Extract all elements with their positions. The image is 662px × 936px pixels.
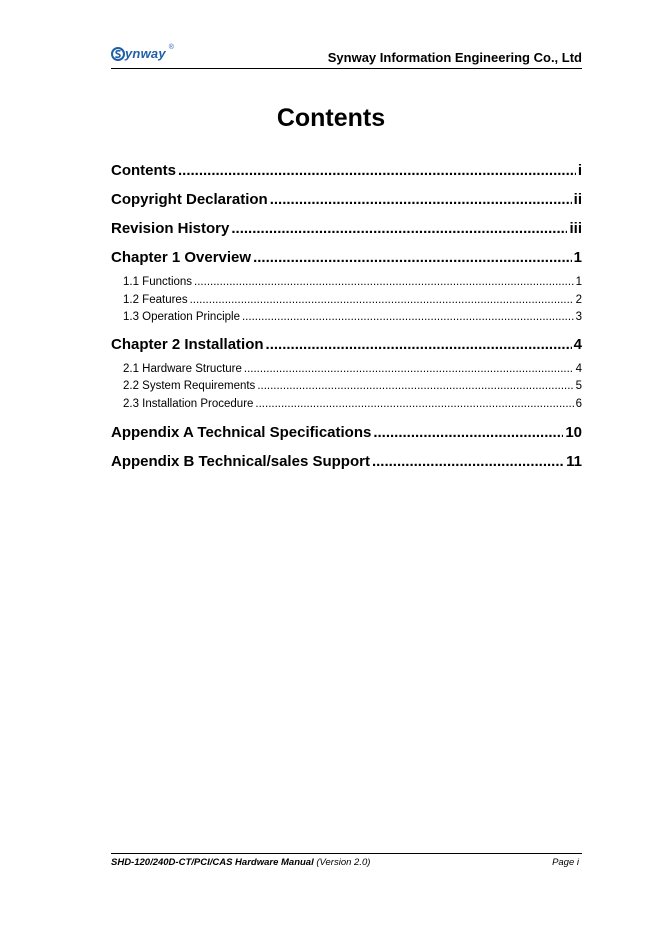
toc-page: ii [573,191,582,208]
toc-entry-1-1[interactable] [111,276,582,288]
toc-label: Chapter 1 Overview [111,249,252,266]
toc-page: 4 [575,363,582,375]
toc-leader [190,294,574,306]
toc-label: 2.3 Installation Procedure [123,398,254,410]
toc-entry-chapter-1[interactable] [111,249,582,266]
toc-label: Appendix A Technical Specifications [111,424,372,441]
toc-entry-chapter-2[interactable] [111,336,582,353]
page-header [111,44,582,69]
toc-label: 1.3 Operation Principle [123,311,240,323]
manual-version: (Version 2.0) [316,857,371,868]
toc-leader [244,363,574,375]
toc-entry-1-3[interactable] [111,311,582,323]
registered-mark: ® [168,44,174,51]
toc-entry-1-2[interactable] [111,294,582,306]
toc-entry-appendix-b[interactable] [111,453,582,470]
synway-logo [111,46,174,61]
toc-entry-appendix-a[interactable] [111,424,582,441]
toc-page: 1 [573,249,582,266]
toc-page: 1 [575,276,582,288]
toc-label: Chapter 2 Installation [111,336,264,353]
toc-leader [253,249,572,266]
toc-leader [242,311,574,323]
page-title: Contents [276,104,386,132]
toc-entry-2-3[interactable] [111,398,582,410]
toc-leader [372,453,564,470]
toc-page: iii [569,220,582,237]
toc-label: Copyright Declaration [111,191,268,208]
toc-entry-contents[interactable] [111,162,582,179]
toc-page: 10 [565,424,582,441]
toc-label: Contents [111,162,176,179]
toc-entry-2-1[interactable] [111,363,582,375]
toc-leader [270,191,572,208]
page-footer [111,853,582,868]
toc-label: 2.1 Hardware Structure [123,363,242,375]
toc-leader [231,220,567,237]
toc-page: 6 [575,398,582,410]
toc-page: 5 [575,380,582,392]
toc-page: 4 [573,336,582,353]
toc-label: Revision History [111,220,230,237]
toc-entry-copyright-declaration[interactable] [111,191,582,208]
manual-title: SHD-120/240D-CT/PCI/CAS Hardware Manual [111,857,314,868]
toc-leader [194,276,574,288]
toc-page: 2 [575,294,582,306]
page-number: Page i [552,857,579,868]
company-name: Synway Information Engineering Co., Ltd [327,50,582,65]
toc-leader [178,162,576,179]
synway-logo-icon [111,47,125,61]
toc-label: 1.2 Features [123,294,188,306]
toc-page: 11 [566,453,582,470]
toc-label: Appendix B Technical/sales Support [111,453,370,470]
toc-label: 2.2 System Requirements [123,380,256,392]
toc-leader [373,424,563,441]
toc-entry-2-2[interactable] [111,380,582,392]
toc-leader [266,336,572,353]
toc-leader [255,398,573,410]
toc-leader [257,380,573,392]
toc-label: 1.1 Functions [123,276,193,288]
toc-page: i [577,162,582,179]
logo-text: ynway [125,46,166,61]
toc-entry-revision-history[interactable] [111,220,582,237]
toc-page: 3 [575,311,582,323]
